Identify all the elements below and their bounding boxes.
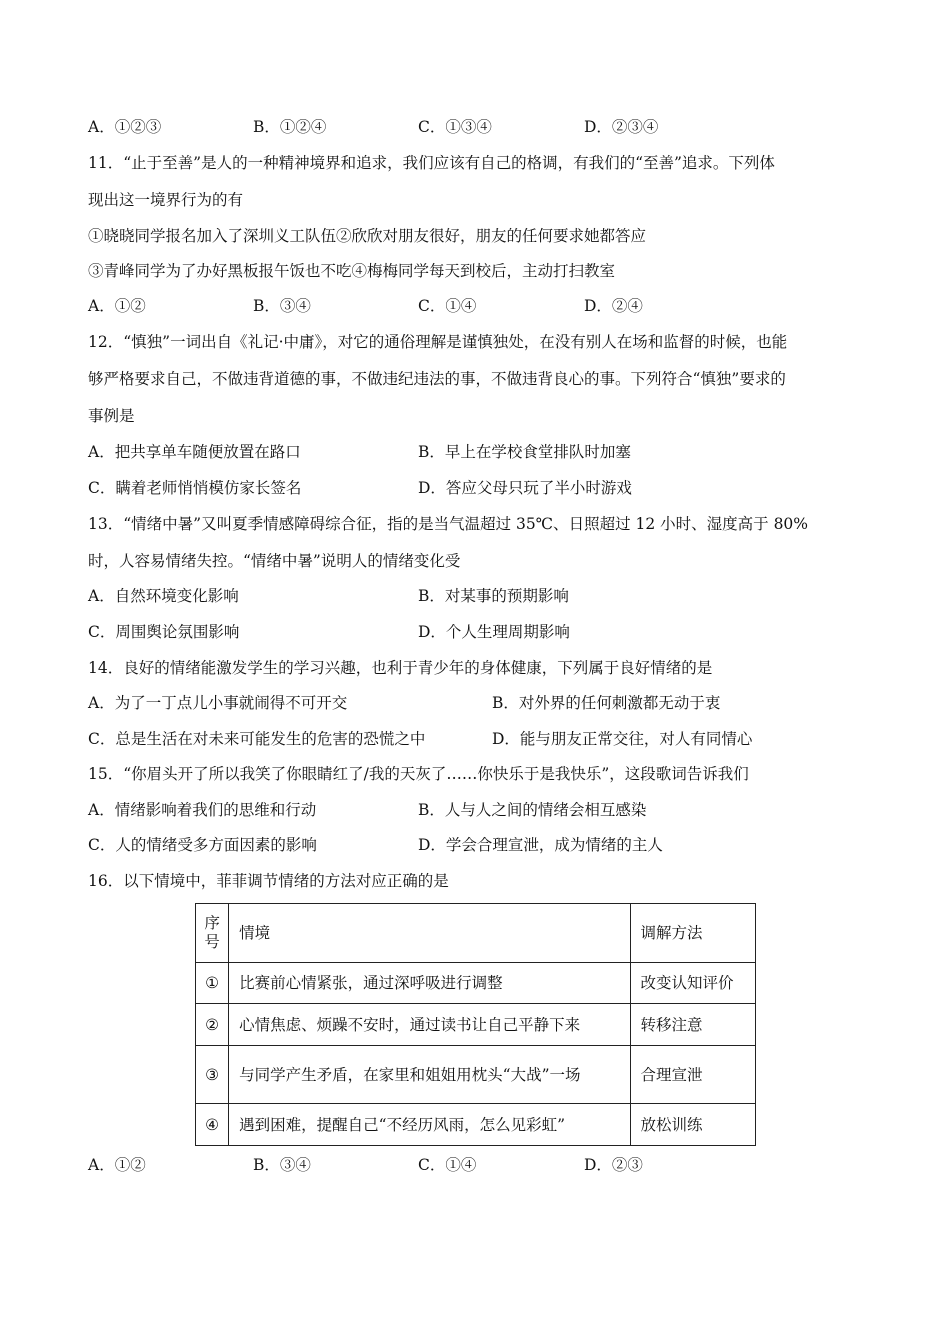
table-cell-index: ① bbox=[196, 963, 229, 1004]
q11-stem-line-2: 现出这一境界行为的有 bbox=[88, 191, 244, 209]
q15-option-a: A．情绪影响着我们的思维和行动 bbox=[88, 801, 317, 819]
q13-option-a: A．自然环境变化影响 bbox=[88, 587, 239, 605]
q13-option-d: D．个人生理周期影响 bbox=[418, 623, 570, 641]
q12-stem-line-2: 够严格要求自己，不做违背道德的事，不做违纪违法的事，不做违背良心的事。下列符合“慎独”要求的 bbox=[88, 370, 786, 388]
q14-stem-line-1: 14．良好的情绪能激发学生的学习兴趣，也利于青少年的身体健康，下列属于良好情绪的是 bbox=[88, 659, 713, 677]
table-header-situation: 情境 bbox=[229, 904, 630, 963]
q11-option-c: C．①④ bbox=[418, 297, 477, 315]
q10-option-c: C．①③④ bbox=[418, 118, 492, 136]
q13-stem-line-1: 13．“情绪中暑”又叫夏季情感障碍综合征，指的是当气温超过 35℃、日照超过 12 小时、湿度高于 80% bbox=[88, 515, 809, 533]
table-cell-situation: 与同学产生矛盾，在家里和姐姐用枕头“大战”一场 bbox=[229, 1046, 630, 1104]
table-cell-index: ④ bbox=[196, 1104, 229, 1146]
table-row bbox=[196, 1004, 756, 1046]
table-cell-index: ② bbox=[196, 1004, 229, 1046]
table-header-row bbox=[196, 904, 756, 963]
table-cell-method: 放松训练 bbox=[630, 1104, 756, 1146]
q12-stem-line-3: 事例是 bbox=[88, 407, 135, 425]
table-row bbox=[196, 1104, 756, 1146]
q16-table bbox=[195, 903, 756, 1146]
table-cell-method: 合理宣泄 bbox=[630, 1046, 756, 1104]
q16-stem-line-1: 16．以下情境中，菲菲调节情绪的方法对应正确的是 bbox=[88, 872, 449, 890]
q12-option-d: D．答应父母只玩了半小时游戏 bbox=[418, 479, 632, 497]
q13-option-b: B．对某事的预期影响 bbox=[418, 587, 569, 605]
q15-stem-line-1: 15．“你眉头开了所以我笑了你眼睛红了/我的天灰了……你快乐于是我快乐”，这段歌词告诉我们 bbox=[88, 765, 749, 783]
q14-option-a: A．为了一丁点儿小事就闹得不可开交 bbox=[88, 694, 348, 712]
q16-option-a: A．①② bbox=[88, 1156, 146, 1174]
q16-option-d: D．②③ bbox=[584, 1156, 643, 1174]
table-cell-situation: 心情焦虑、烦躁不安时，通过读书让自己平静下来 bbox=[229, 1004, 630, 1046]
q13-option-c: C．周围舆论氛围影响 bbox=[88, 623, 240, 641]
q10-option-d: D．②③④ bbox=[584, 118, 659, 136]
table-cell-method: 转移注意 bbox=[630, 1004, 756, 1046]
q16-option-b: B．③④ bbox=[253, 1156, 311, 1174]
q14-option-d: D．能与朋友正常交往，对人有同情心 bbox=[492, 730, 753, 748]
q11-option-b: B．③④ bbox=[253, 297, 311, 315]
q12-option-b: B．早上在学校食堂排队时加塞 bbox=[418, 443, 631, 461]
table-header-method: 调解方法 bbox=[630, 904, 756, 963]
q11-option-a: A．①② bbox=[88, 297, 146, 315]
table-cell-index: ③ bbox=[196, 1046, 229, 1104]
q13-stem-line-2: 时，人容易情绪失控。“情绪中暑”说明人的情绪变化受 bbox=[88, 552, 461, 570]
q11-option-d: D．②④ bbox=[584, 297, 643, 315]
q11-stem-line-1: 11．“止于至善”是人的一种精神境界和追求，我们应该有自己的格调，有我们的“至善”追求。下列体 bbox=[88, 154, 775, 172]
table-header-index: 序号 bbox=[196, 904, 229, 963]
q14-option-c: C．总是生活在对未来可能发生的危害的恐慌之中 bbox=[88, 730, 426, 748]
q12-stem-line-1: 12．“慎独”一词出自《礼记·中庸》，对它的通俗理解是谨慎独处，在没有别人在场和监督的时候，也能 bbox=[88, 333, 788, 351]
q10-option-b: B．①②④ bbox=[253, 118, 327, 136]
q16-option-c: C．①④ bbox=[418, 1156, 477, 1174]
q10-option-a: A．①②③ bbox=[88, 118, 162, 136]
q15-option-d: D．学会合理宣泄，成为情绪的主人 bbox=[418, 836, 663, 854]
q12-option-a: A．把共享单车随便放置在路口 bbox=[88, 443, 301, 461]
q14-option-b: B．对外界的任何刺激都无动于衷 bbox=[492, 694, 721, 712]
q11-item-line-1: ①晓晓同学报名加入了深圳义工队伍②欣欣对朋友很好，朋友的任何要求她都答应 bbox=[88, 227, 647, 245]
table-row bbox=[196, 1046, 756, 1104]
q11-item-line-2: ③青峰同学为了办好黑板报午饭也不吃④梅梅同学每天到校后，主动打扫教室 bbox=[88, 262, 616, 280]
table-cell-situation: 遇到困难，提醒自己“不经历风雨，怎么见彩虹” bbox=[229, 1104, 630, 1146]
table-cell-method: 改变认知评价 bbox=[630, 963, 756, 1004]
q15-option-c: C．人的情绪受多方面因素的影响 bbox=[88, 836, 317, 854]
q15-option-b: B．人与人之间的情绪会相互感染 bbox=[418, 801, 647, 819]
table-row bbox=[196, 963, 756, 1004]
q12-option-c: C．瞒着老师悄悄模仿家长签名 bbox=[88, 479, 302, 497]
table-cell-situation: 比赛前心情紧张，通过深呼吸进行调整 bbox=[229, 963, 630, 1004]
